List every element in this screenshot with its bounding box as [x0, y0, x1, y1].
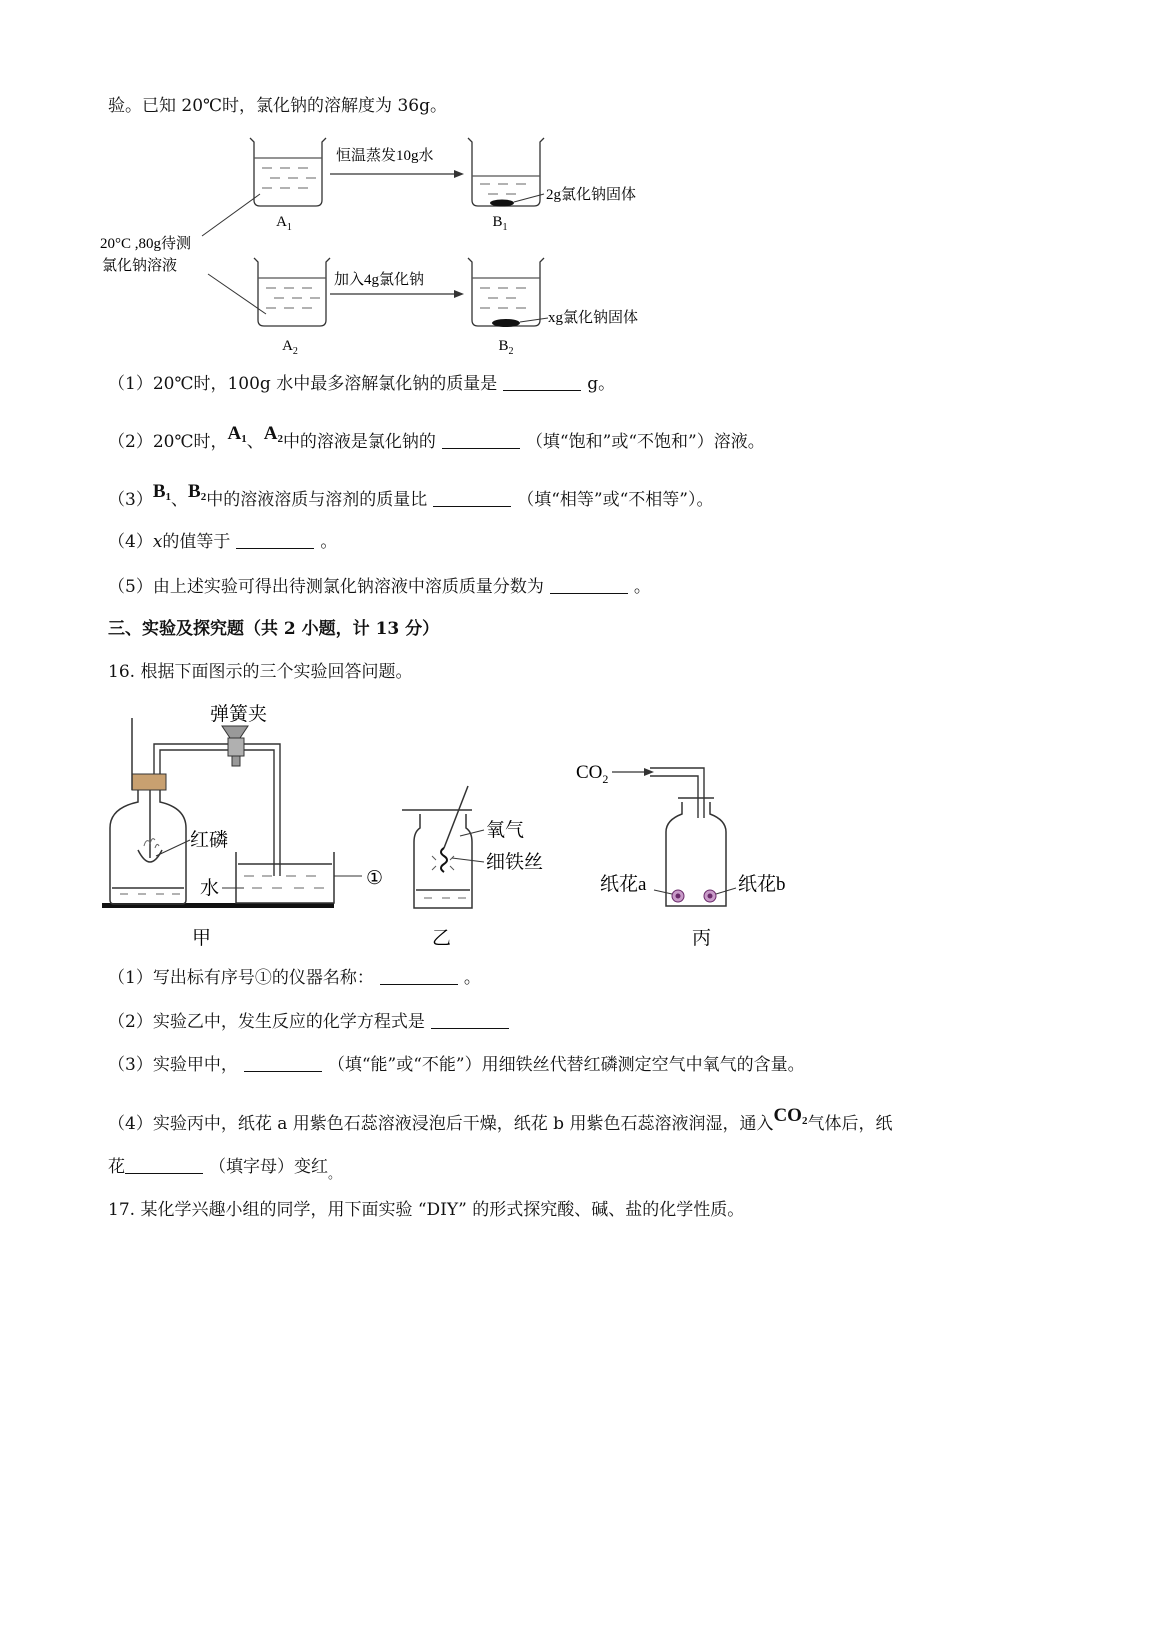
solid-b1: [490, 200, 514, 207]
answer-blank-q15-2[interactable]: [442, 430, 520, 449]
q16-sub4-line1: （4）实验丙中，纸花 a 用紫色石蕊溶液浸泡后干燥，纸花 b 用紫色石蕊溶液润湿，通入CO2气体后，纸: [108, 1105, 893, 1134]
spring-clip: [222, 726, 248, 766]
symbol-b1: B1: [152, 481, 172, 503]
flower-a-label: 纸花a: [600, 874, 647, 895]
flower-bottle: [666, 798, 726, 906]
symbol-a1: A1: [227, 423, 247, 445]
answer-blank-q16-3[interactable]: [244, 1053, 322, 1072]
collecting-bottle: [110, 786, 186, 904]
beaker-b2: [468, 258, 544, 326]
paper-flower-b: [704, 890, 716, 902]
label-b2: $B_2$: [498, 338, 514, 357]
q16-sub4-line2: 花 （填字母）变红$_。$: [108, 1157, 342, 1182]
q15-sub2: （2）20℃时，A1、A2中的溶液是氯化钠的 （填“饱和”或“不饱和”）溶液。: [108, 423, 765, 452]
b2-note: xg氯化钠固体: [548, 310, 639, 326]
q16-sub1: （1）写出标有序号①的仪器名称： 。: [108, 968, 481, 988]
gas-tube: [650, 768, 704, 818]
q15-sub3: （3）B1、B2中的溶液溶质与溶剂的质量比 （填“相等”或“不相等”）。: [108, 481, 714, 510]
left-label-line2: 氯化钠溶液: [102, 258, 178, 274]
solubility-experiment-diagram: [98, 128, 678, 360]
iron-wire-label: 细铁丝: [486, 852, 544, 873]
water-trough: [236, 852, 334, 903]
co2-formula: CO2: [773, 1105, 808, 1127]
circled-one-label: ①: [366, 868, 384, 889]
q16-sub2: （2）实验乙中，发生反应的化学方程式是: [108, 1010, 515, 1034]
answer-blank-q15-1[interactable]: [503, 372, 581, 391]
label-jia: 甲: [192, 928, 212, 949]
label-b1: $B_1$: [492, 214, 508, 233]
q15-sub1: （1）20℃时，100g 水中最多溶解氯化钠的质量是 g。: [108, 374, 616, 394]
paper-flower-a: [672, 890, 684, 902]
b1-note: 2g氯化钠固体: [546, 187, 637, 203]
q15-sub4: （4）x的值等于 。: [108, 532, 338, 552]
flower-b-label: 纸花b: [738, 874, 786, 895]
three-experiments-diagram: [98, 698, 818, 953]
label-a2: $A_2$: [282, 338, 298, 357]
answer-blank-q15-4[interactable]: [236, 530, 314, 549]
co2-label: $CO_2$: [576, 762, 609, 786]
arrow-top-label: 恒温蒸发10g水: [336, 148, 434, 164]
stopper: [132, 774, 166, 790]
beaker-a1: [250, 138, 326, 206]
q16-stem: 16. 根据下面图示的三个实验回答问题。: [108, 662, 413, 682]
q15-sub5: （5）由上述实验可得出待测氯化钠溶液中溶质质量分数为 。: [108, 577, 651, 597]
intro-line: 验。已知 20℃时，氯化钠的溶解度为 36g。: [108, 96, 447, 116]
symbol-a2: A2: [263, 423, 283, 445]
answer-blank-q15-5[interactable]: [550, 575, 628, 594]
iron-wire: [441, 848, 447, 872]
beaker-b1: [468, 138, 544, 206]
label-bing: 丙: [692, 928, 712, 949]
water-label: 水: [200, 878, 220, 899]
oxygen-label: 氧气: [486, 820, 525, 841]
spring-clip-label: 弹簧夹: [210, 704, 268, 725]
label-yi: 乙: [432, 928, 452, 949]
delivery-tube: [154, 744, 280, 876]
q16-sub3: （3）实验甲中， （填“能”或“不能”）用细铁丝代替红磷测定空气中氧气的含量。: [108, 1055, 805, 1075]
red-phosphorus-label: 红磷: [190, 830, 229, 851]
section-3-title: 三、实验及探究题（共 2 小题，计 13 分）: [108, 619, 440, 639]
symbol-b2: B2: [188, 481, 207, 503]
left-label-line1: 20°C ,80g待测: [100, 236, 192, 252]
answer-blank-q16-2[interactable]: [431, 1010, 509, 1029]
q17-stem: 17. 某化学兴趣小组的同学，用下面实验 “DIY” 的形式探究酸、碱、盐的化学性质。: [108, 1200, 745, 1220]
solid-b2: [492, 319, 520, 327]
answer-blank-q16-1[interactable]: [380, 966, 458, 985]
beaker-a2: [254, 258, 330, 326]
label-a1: $A_1$: [276, 214, 292, 233]
arrow-bottom-label: 加入4g氯化钠: [334, 272, 425, 288]
answer-blank-q16-4[interactable]: [125, 1155, 203, 1174]
answer-blank-q15-3[interactable]: [433, 488, 511, 507]
